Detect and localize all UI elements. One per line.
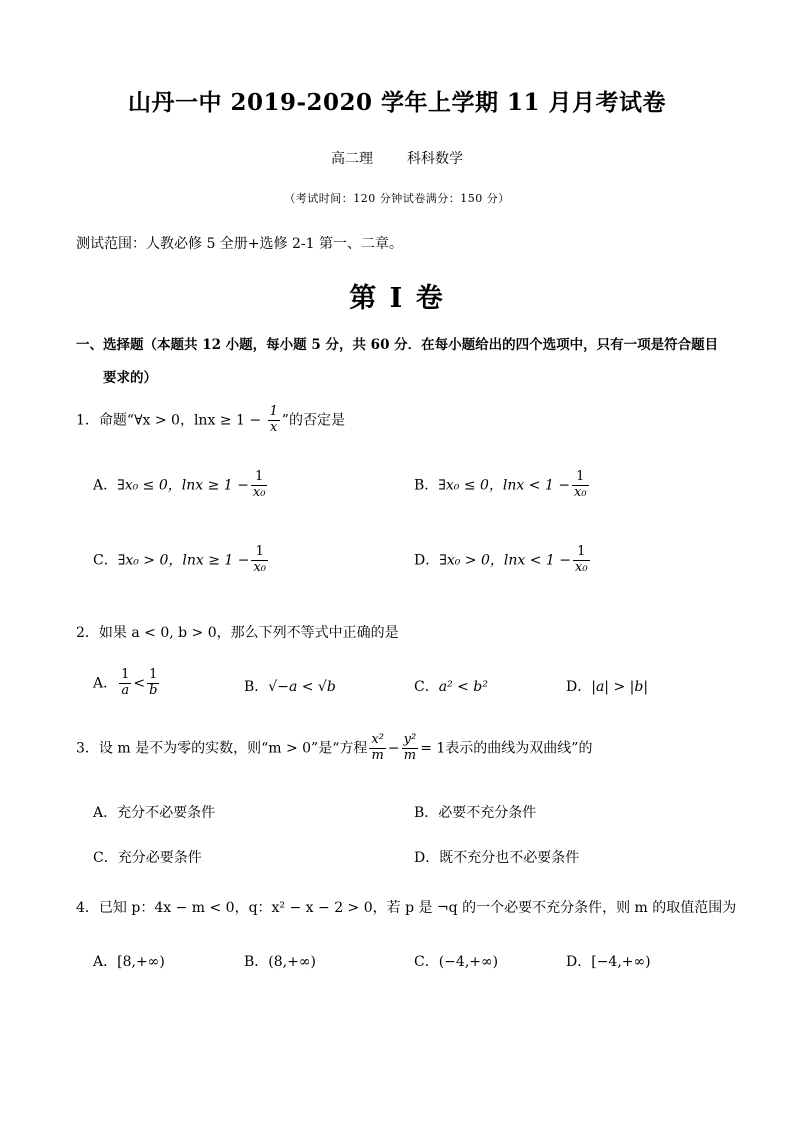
option-label: A．	[93, 675, 118, 692]
q2-option-b	[244, 676, 336, 696]
section-instructions-line2: 要求的）	[103, 370, 157, 386]
option-expression: ∃x₀ > 0，lnx < 1 −	[439, 552, 571, 569]
option-text: [−4,+∞)	[591, 954, 651, 970]
option-text: 必要不充分条件	[438, 805, 537, 821]
q2-option-c	[414, 676, 488, 696]
option-expression: ∃x₀ > 0，lnx ≥ 1 −	[117, 552, 250, 569]
option-operator: <	[133, 675, 146, 692]
option-label: A．	[93, 477, 118, 494]
fraction-denominator: x	[269, 419, 278, 435]
q3-option-d	[414, 847, 579, 867]
fraction-denominator: m	[403, 747, 417, 763]
option-label: B．	[244, 954, 269, 970]
question-1-fraction	[268, 405, 280, 436]
q2-option-a	[93, 668, 161, 699]
fraction-numerator: 1	[251, 470, 268, 486]
option-label: C．	[93, 850, 118, 866]
option-label: C．	[414, 679, 439, 695]
exam-subtitle	[0, 148, 794, 168]
q4-option-b	[244, 951, 316, 971]
option-label: A．	[93, 954, 118, 970]
option-label: B．	[414, 477, 439, 494]
option-fraction-rhs	[147, 668, 159, 699]
q4-option-c	[414, 951, 498, 971]
q2-option-d	[566, 676, 648, 696]
option-label: D．	[414, 850, 440, 866]
option-label: D．	[414, 552, 440, 569]
option-label: D．	[566, 679, 592, 695]
option-label: C．	[414, 954, 439, 970]
option-label: A．	[93, 805, 118, 821]
option-label: C．	[93, 552, 118, 569]
question-4: 4．已知 p：4x − m < 0，q：x² − x − 2 > 0，若 p 是 ¬q 的一个必要不充分条件，则 m 的取值范围为	[76, 900, 737, 916]
section-instructions-line1: 一、选择题（本题共 12 小题，每小题 5 分，共 60 分．在每小题给出的四个选项中，只有一项是符合题目	[76, 337, 719, 353]
q3-option-c	[93, 847, 202, 867]
fraction-denominator: a	[121, 682, 130, 698]
exam-title: 山丹一中 2019-2020 学年上学期 11 月月考试卷	[127, 89, 667, 116]
question-3-fraction-2	[402, 733, 419, 764]
fraction-denominator: m	[371, 747, 384, 763]
fraction-numerator: 1	[573, 545, 590, 561]
question-3-prefix: 3．设 m 是不为零的实数，则“m > 0”是“方程	[76, 740, 368, 757]
question-1	[76, 405, 345, 436]
fraction-numerator: 1	[251, 545, 268, 561]
fraction-numerator: y²	[403, 732, 417, 747]
fraction-denominator: x₀	[253, 559, 267, 575]
option-expression: ∃x₀ ≤ 0，lnx ≥ 1 −	[117, 477, 249, 494]
option-text: 既不充分也不必要条件	[439, 850, 580, 866]
question-3-fraction-1	[369, 733, 386, 764]
q1-option-d	[414, 545, 592, 576]
option-fraction	[251, 470, 268, 501]
q3-option-b	[414, 802, 536, 822]
fraction-numerator: 1	[269, 404, 278, 419]
fraction-numerator: 1	[572, 470, 589, 486]
option-text: (8,+∞)	[268, 954, 316, 970]
option-fraction	[573, 545, 590, 576]
option-expression: a² < b²	[438, 679, 488, 695]
question-1-suffix: ”的否定是	[281, 412, 345, 429]
option-text: 充分必要条件	[117, 850, 202, 866]
fraction-denominator: x₀	[574, 559, 588, 575]
option-text: (−4,+∞)	[438, 954, 499, 970]
test-scope: 测试范围：人教必修 5 全册+选修 2-1 第一、二章。	[76, 236, 403, 252]
option-expression: √−a < √b	[268, 679, 336, 695]
option-expression: ∃x₀ ≤ 0，lnx < 1 −	[438, 477, 571, 494]
option-label: D．	[566, 954, 592, 970]
minus-sign: −	[387, 740, 400, 757]
fraction-denominator: x₀	[574, 484, 587, 500]
grade-label: 高二理	[331, 151, 373, 167]
option-label: B．	[244, 679, 269, 695]
q1-option-a	[93, 470, 269, 501]
volume-title: 第 I 卷	[349, 283, 445, 314]
fraction-denominator: b	[149, 682, 158, 698]
option-text: 充分不必要条件	[117, 805, 216, 821]
question-3	[76, 733, 592, 764]
question-3-suffix: = 1表示的曲线为双曲线”的	[420, 740, 593, 757]
option-fraction	[251, 545, 268, 576]
q1-option-b	[414, 470, 591, 501]
fraction-denominator: x₀	[252, 484, 266, 500]
fraction-numerator: 1	[121, 667, 130, 682]
fraction-numerator: 1	[147, 668, 159, 684]
question-2: 2．如果 a < 0, b > 0，那么下列不等式中正确的是	[76, 625, 399, 641]
q1-option-c	[93, 545, 270, 576]
q3-option-a	[93, 802, 215, 822]
option-fraction	[572, 470, 589, 501]
question-1-prefix: 1．命题“∀x > 0，lnx ≥ 1 −	[76, 412, 262, 429]
subject-label: 科科数学	[407, 151, 463, 167]
option-label: B．	[414, 805, 439, 821]
option-fraction-lhs	[119, 668, 131, 699]
option-text: [8,+∞)	[117, 954, 165, 970]
exam-info: （考试时间：120 分钟试卷满分：150 分）	[284, 192, 510, 205]
fraction-numerator: x²	[371, 732, 384, 747]
q4-option-a	[93, 951, 165, 971]
q4-option-d	[566, 951, 651, 971]
option-expression: |a| > |b|	[591, 679, 649, 695]
